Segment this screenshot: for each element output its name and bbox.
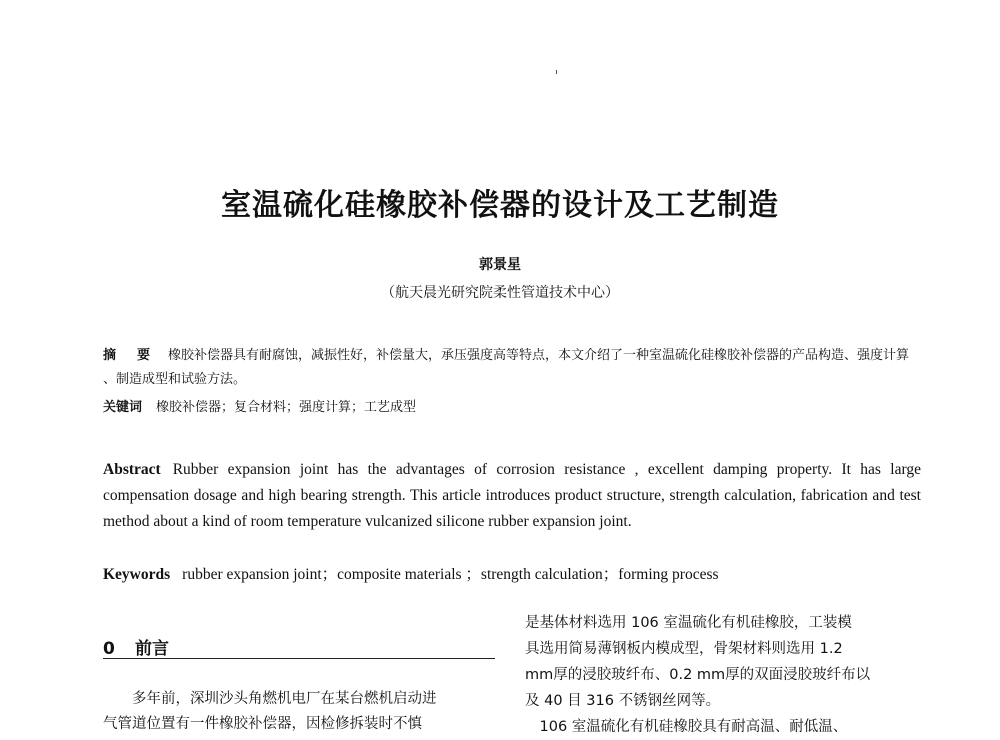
scan-speck <box>556 70 557 74</box>
right-column-line-3: mm厚的浸胶玻纤布、0.2 mm厚的双面浸胶玻纤布以 <box>525 667 871 683</box>
chinese-abstract-label: 摘 要 <box>103 348 155 363</box>
chinese-keywords-label: 关键词 <box>103 400 143 415</box>
english-keywords <box>103 562 921 588</box>
chinese-keywords <box>103 396 923 420</box>
section-number: 0 <box>103 639 115 659</box>
section-title: 前言 <box>135 639 169 659</box>
chinese-abstract <box>103 344 923 392</box>
english-abstract <box>103 457 921 535</box>
english-abstract-label: Abstract <box>103 461 161 478</box>
english-abstract-text: Rubber expansion joint has the advantages of corrosion resistance , excellent damping property. It has large compensation dosage and high bearing strength. This article introduces product structure, strength calculation, fabrication and test method about a kind of room temperature vulcanized silicone rubber expansion joint. <box>103 461 921 530</box>
right-column-line-2: 具选用简易薄钢板内模成型，骨架材料则选用 1.2 <box>525 641 843 657</box>
english-keywords-label: Keywords <box>103 566 171 583</box>
left-column-line-2: 气管道位置有一件橡胶补偿器，因检修拆装时不慎 <box>103 716 422 732</box>
left-column-line-1: 多年前，深圳沙头角燃机电厂在某台燃机启动进 <box>132 691 437 707</box>
right-column-line-4: 及 40 目 316 不锈钢丝网等。 <box>525 693 721 709</box>
english-keywords-text: rubber expansion joint；composite materials ；strength calculation；forming process <box>182 566 719 583</box>
chinese-abstract-text: 橡胶补偿器具有耐腐蚀，减振性好，补偿量大，承压强度高等特点，本文介绍了一种室温硫化硅橡胶补偿器的产品构造、强度计算 、制造成型和试验方法。 <box>103 348 910 387</box>
chinese-keywords-text: 橡胶补偿器；复合材料；强度计算；工艺成型 <box>156 400 417 415</box>
author-name: 郭景星 <box>479 257 521 273</box>
right-column-line-1: 是基体材料选用 106 室温硫化有机硅橡胶，工装模 <box>525 615 852 631</box>
section-heading <box>103 634 495 659</box>
right-column-line-5: 106 室温硫化有机硅橡胶具有耐高温、耐低温、 <box>525 719 848 735</box>
paper-title: 室温硫化硅橡胶补偿器的设计及工艺制造 <box>221 188 779 223</box>
author-affiliation: （航天晨光研究院柔性管道技术中心） <box>381 285 619 301</box>
